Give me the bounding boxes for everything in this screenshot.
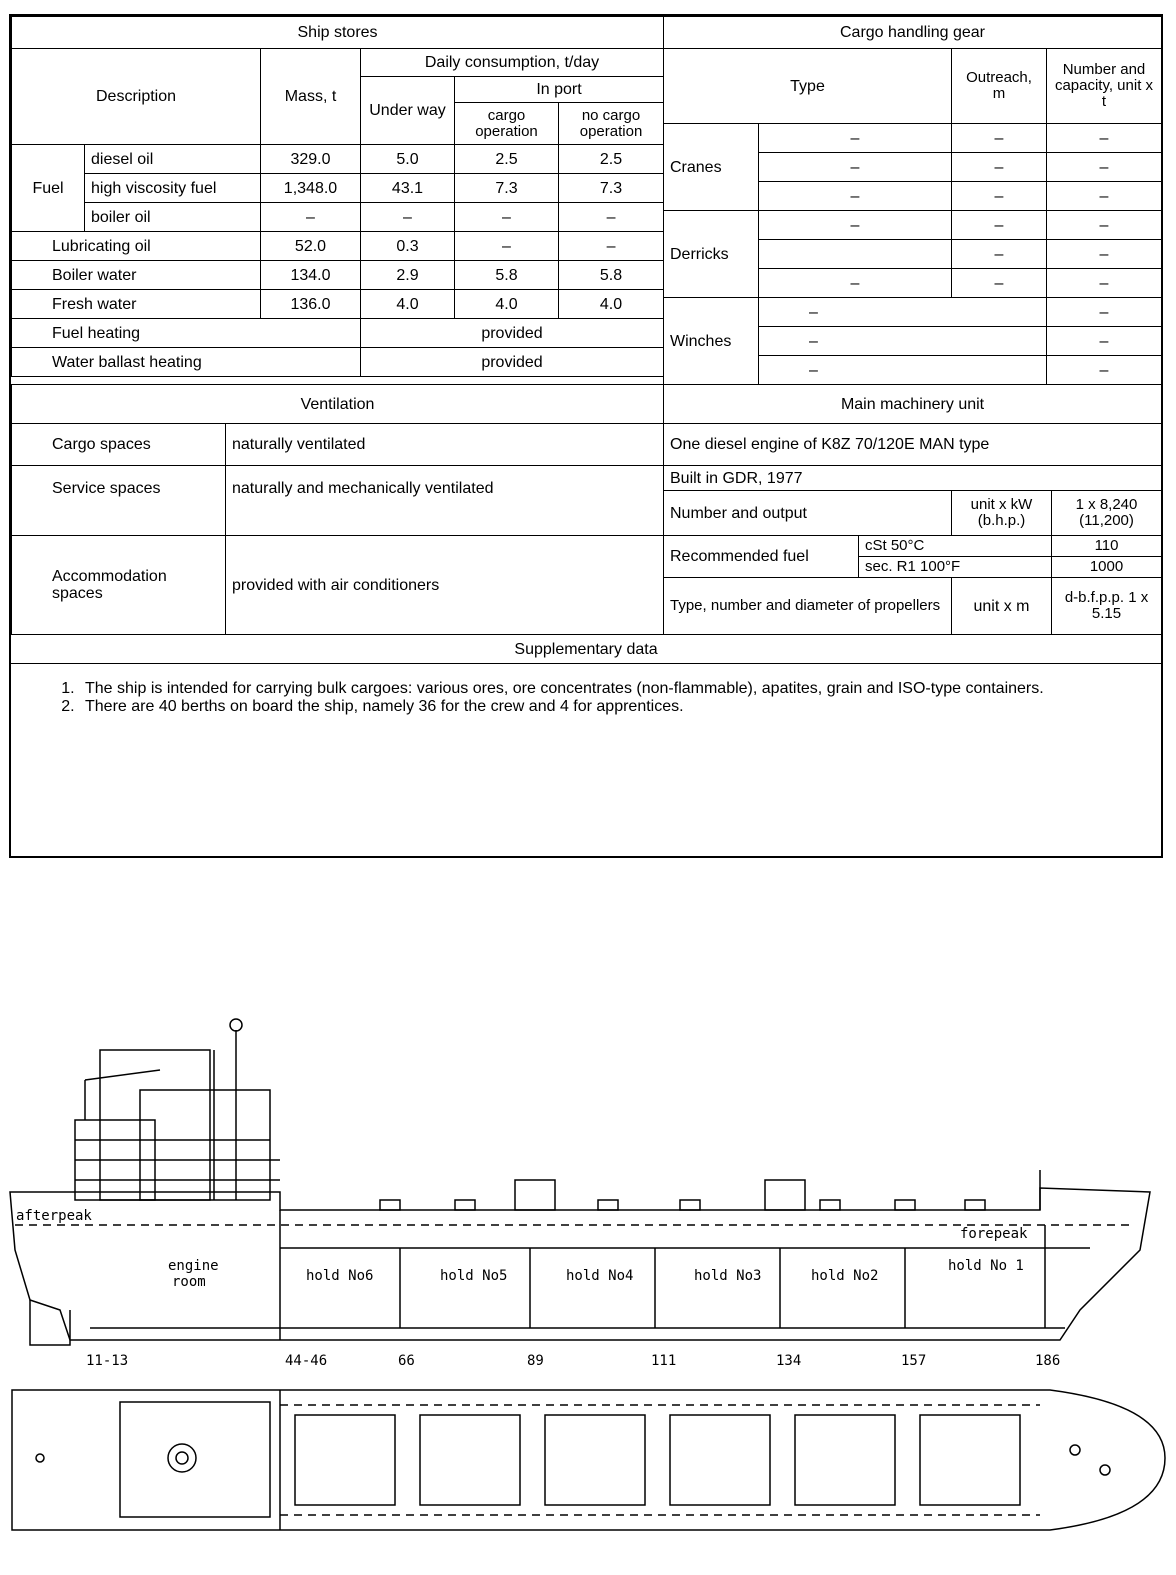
fuel-value-1: 110 (1052, 536, 1162, 557)
cranes-label: Cranes (664, 124, 759, 211)
engine-type: One diesel engine of K8Z 70/120E MAN type (664, 424, 1162, 466)
row-nocargo: 7.3 (559, 174, 664, 203)
row-mass: 136.0 (261, 290, 361, 319)
frame-number: 44-46 (285, 1353, 328, 1369)
row-name: Lubricating oil (12, 232, 261, 261)
row-nocargo: – (559, 232, 664, 261)
cargo-gear-heading: Cargo handling gear (664, 17, 1162, 49)
supplementary-heading: Supplementary data (11, 634, 1161, 664)
afterpeak-label: afterpeak (16, 1208, 92, 1224)
dash: – (952, 182, 1047, 211)
machinery-heading: Main machinery unit (664, 385, 1162, 424)
dash: – (759, 327, 1047, 356)
winches-label: Winches (664, 298, 759, 385)
dash: – (1047, 269, 1162, 298)
row-cargo: 2.5 (455, 145, 559, 174)
col-number-capacity: Number and capacity, unit x t (1047, 49, 1162, 124)
row-name: Fresh water (12, 290, 261, 319)
dash: – (759, 356, 1047, 385)
supplementary-list (11, 664, 1161, 716)
service-spaces-label: Service spaces (12, 466, 226, 536)
row-nocargo: 4.0 (559, 290, 664, 319)
ship-drawing (0, 1010, 1176, 1575)
dash: – (1047, 356, 1162, 385)
row-underway: 0.3 (361, 232, 455, 261)
output-value: 1 x 8,240 (11,200) (1052, 491, 1162, 536)
row-nocargo: 5.8 (559, 261, 664, 290)
dash: – (1047, 327, 1162, 356)
col-mass: Mass, t (261, 49, 361, 145)
row-mass: 1,348.0 (261, 174, 361, 203)
service-spaces-value: naturally and mechanically ventilated (226, 466, 664, 536)
ship-stores-table (11, 16, 663, 377)
fuel-unit-2: sec. R1 100°F (859, 557, 1052, 578)
row-cargo: – (455, 232, 559, 261)
row-name: diesel oil (85, 145, 261, 174)
row-cargo: 5.8 (455, 261, 559, 290)
built-info: Built in GDR, 1977 (664, 466, 1162, 491)
fuel-label: Fuel (12, 145, 85, 232)
fuel-value-2: 1000 (1052, 557, 1162, 578)
row-mass: 134.0 (261, 261, 361, 290)
col-no-cargo-operation: no cargo operation (559, 103, 664, 145)
plan-view (12, 1390, 1165, 1530)
output-label: Number and output (664, 491, 952, 536)
dash: – (759, 124, 952, 153)
fuel-heating-value: provided (361, 319, 664, 348)
output-unit: unit x kW (b.h.p.) (952, 491, 1052, 536)
hold-label: hold No6 (306, 1268, 374, 1284)
row-mass: – (261, 203, 361, 232)
superstructure (75, 1019, 280, 1200)
ballast-heating-value: provided (361, 348, 664, 377)
dash: – (952, 124, 1047, 153)
derricks-label: Derricks (664, 211, 759, 298)
cargo-gear-table (663, 16, 1161, 385)
hold-label: hold No3 (694, 1268, 762, 1284)
specification-sheet (9, 14, 1163, 858)
dash: – (1047, 182, 1162, 211)
dash: – (952, 211, 1047, 240)
col-cargo-operation: cargo operation (455, 103, 559, 145)
row-underway: 4.0 (361, 290, 455, 319)
dash: – (759, 153, 952, 182)
hold-label: hold No2 (811, 1268, 879, 1284)
dash: – (759, 298, 1047, 327)
col-description: Description (12, 49, 261, 145)
dash: – (759, 211, 952, 240)
fuel-label: Recommended fuel (664, 536, 859, 578)
row-name: Boiler water (12, 261, 261, 290)
row-underway: 5.0 (361, 145, 455, 174)
hold-label: hold No5 (440, 1268, 508, 1284)
dash: – (1047, 124, 1162, 153)
row-cargo: – (455, 203, 559, 232)
dash: – (952, 269, 1047, 298)
accommodation-value: provided with air conditioners (226, 536, 664, 635)
supplementary-item: 1. The ship is intended for carrying bulk cargoes: various ores, ore concentrates (non-flammable), apatites, grain and ISO-type containers. (79, 680, 1121, 698)
supplementary-item: 2. There are 40 berths on board the ship, namely 36 for the crew and 4 for apprentices. (79, 698, 1121, 716)
dash: – (1047, 211, 1162, 240)
row-underway: 2.9 (361, 261, 455, 290)
row-mass: 329.0 (261, 145, 361, 174)
row-nocargo: – (559, 203, 664, 232)
forepeak-label: forepeak (960, 1226, 1028, 1242)
frame-number: 66 (398, 1353, 415, 1369)
drawing-labels (16, 1208, 1060, 1369)
ship-stores-heading: Ship stores (12, 17, 664, 49)
engine-room-label: engine (168, 1258, 219, 1274)
col-underway: Under way (361, 77, 455, 145)
propeller-value: d-b.f.p.p. 1 x 5.15 (1052, 578, 1162, 635)
dash: – (1047, 153, 1162, 182)
row-underway: – (361, 203, 455, 232)
col-outreach: Outreach, m (952, 49, 1047, 124)
fuel-heating-label: Fuel heating (12, 319, 361, 348)
ventilation-heading: Ventilation (12, 385, 664, 424)
dash: – (1047, 240, 1162, 269)
cargo-spaces-value: naturally ventilated (226, 424, 664, 466)
frame-number: 111 (651, 1353, 677, 1369)
fuel-unit-1: cSt 50°C (859, 536, 1052, 557)
propeller-label: Type, number and diameter of propellers (664, 578, 952, 635)
row-mass: 52.0 (261, 232, 361, 261)
row-cargo: 4.0 (455, 290, 559, 319)
frame-number: 186 (1035, 1353, 1061, 1369)
col-daily-consumption: Daily consumption, t/day (361, 49, 664, 77)
ballast-heating-label: Water ballast heating (12, 348, 361, 377)
ventilation-table (11, 384, 663, 635)
row-name: high viscosity fuel (85, 174, 261, 203)
frame-number: 89 (527, 1353, 544, 1369)
accommodation-label: Accommodation spaces (12, 536, 226, 635)
frame-number: 157 (901, 1353, 927, 1369)
row-name: boiler oil (85, 203, 261, 232)
hatch-coamings (380, 1180, 985, 1210)
cargo-spaces-label: Cargo spaces (12, 424, 226, 466)
frame-number: 134 (776, 1353, 802, 1369)
col-type: Type (664, 49, 952, 124)
hold-label: hold No4 (566, 1268, 634, 1284)
dash: – (952, 153, 1047, 182)
row-cargo: 7.3 (455, 174, 559, 203)
hold-label: hold No 1 (948, 1258, 1024, 1274)
propeller-unit: unit x m (952, 578, 1052, 635)
row-nocargo: 2.5 (559, 145, 664, 174)
dash: – (759, 182, 952, 211)
machinery-table (663, 384, 1161, 635)
dash: – (759, 269, 952, 298)
dash: – (1047, 298, 1162, 327)
frame-number: 11-13 (86, 1353, 129, 1369)
row-underway: 43.1 (361, 174, 455, 203)
dash: – (952, 240, 1047, 269)
col-in-port: In port (455, 77, 664, 103)
engine-room-label: room (172, 1274, 206, 1290)
